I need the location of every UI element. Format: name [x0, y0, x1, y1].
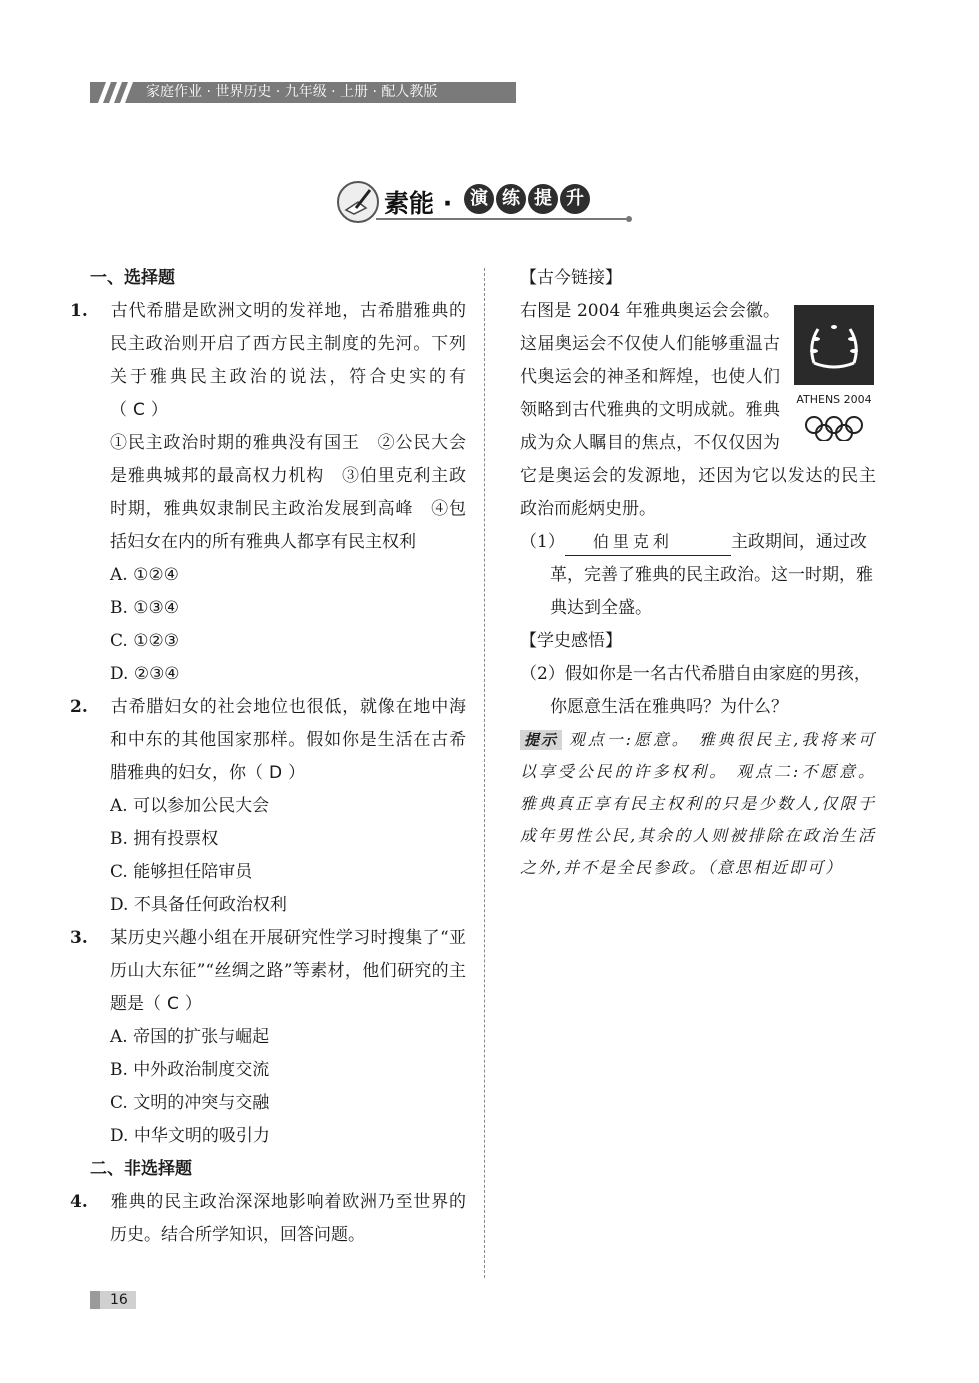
sub-text: 假如你是一名古代希腊自由家庭的男孩，你愿意生活在雅典吗？为什么？: [550, 664, 871, 717]
circled-char: 升: [560, 184, 590, 214]
sub-label: （1）: [520, 532, 565, 552]
pen-notebook-icon: [336, 180, 380, 224]
answer-letter: D: [269, 763, 283, 783]
circled-char: 练: [496, 184, 526, 214]
option: C. 能够担任陪审员: [110, 862, 253, 882]
question-4: [70, 1186, 466, 1252]
section-title-circled: [464, 184, 592, 214]
option: C. ①②③: [110, 631, 179, 651]
question-text: 古代希腊是欧洲文明的发祥地，古希腊雅典的民主政治则开启了西方民主制度的先河。下列关于雅典民主政治的说法，符合史实的有（: [110, 301, 466, 420]
option: D. 中华文明的吸引力: [110, 1126, 270, 1146]
hint-label: 提示: [520, 730, 562, 750]
option: B. 中外政治制度交流: [110, 1060, 270, 1080]
option: A. ①②④: [110, 565, 179, 585]
answer-letter: C: [167, 994, 179, 1014]
column-divider: [484, 268, 485, 1278]
circled-char: 演: [464, 184, 494, 214]
stripes-decoration-icon: [94, 82, 138, 103]
title-underline: [376, 218, 626, 220]
circled-char: 提: [528, 184, 558, 214]
link-paragraph: [520, 295, 876, 526]
statements: ①民主政治时期的雅典没有国王 ②公民大会是雅典城邦的最高权力机构 ③伯里克利主政时期，雅典奴隶制民主政治发展到高峰 ④包括妇女在内的所有雅典人都享有民主权利: [110, 433, 466, 552]
option: A. 可以参加公民大会: [110, 796, 270, 816]
question-number: 2.: [70, 697, 88, 717]
heading-non-choice: 二、非选择题: [90, 1159, 192, 1179]
option: A. 帝国的扩张与崛起: [110, 1027, 270, 1047]
header-text: 家庭作业 · 世界历史 · 九年级 · 上册 · 配人教版: [146, 84, 438, 100]
option: D. 不具备任何政治权利: [110, 895, 287, 915]
question-1: [70, 295, 466, 559]
left-column: [70, 262, 466, 1252]
question-number: 4.: [70, 1192, 88, 1212]
question-2: [70, 691, 466, 790]
athens-2004-logo: [792, 305, 876, 441]
sub-text: 主政期间，通过改革，完善了雅典的民主政治。这一时期，雅典达到全盛。: [550, 532, 873, 618]
sub-question-1: [520, 526, 876, 625]
hint-block: [520, 724, 876, 884]
link-text: 右图是 2004 年雅典奥运会会徽。这届奥运会不仅使人们能够重温古代奥运会的神圣和辉煌，也使人们领略到古代雅典的文明成就。雅典成为众人瞩目的焦点，不仅仅因为它是奥运会的发源地，还因为它以发达的民主政治而彪炳史册。: [520, 301, 876, 519]
section-title-text: 素能 ·: [384, 189, 453, 218]
question-close: ）: [288, 763, 306, 783]
section-title: [336, 178, 636, 234]
option: C. 文明的冲突与交融: [110, 1093, 270, 1113]
question-text: 某历史兴趣小组在开展研究性学习时搜集了“亚历山大东征”“丝绸之路”等素材，他们研究的主题是（: [110, 928, 466, 1014]
answer-letter: C: [133, 400, 145, 420]
logo-caption: ATHENS 2004: [796, 393, 872, 406]
option: B. 拥有投票权: [110, 829, 219, 849]
page-number-bar-accent: [90, 1291, 100, 1309]
question-number: 1.: [70, 301, 88, 321]
question-number: 3.: [70, 928, 88, 948]
question-text: 雅典的民主政治深深地影响着欧洲乃至世界的历史。结合所学知识，回答问题。: [110, 1192, 466, 1245]
page-number: [90, 1291, 136, 1309]
question-close: ）: [184, 994, 202, 1014]
link-heading: 【古今链接】: [520, 268, 622, 288]
question-close: ）: [150, 400, 168, 420]
option: D. ②③④: [110, 664, 180, 684]
question-text: 古希腊妇女的社会地位也很低，就像在地中海和中东的其他国家那样。假如你是生活在古希腊雅典的妇女，你（: [110, 697, 466, 783]
answer-blank: 伯里克利: [565, 529, 731, 556]
olympic-emblem-icon: [792, 305, 876, 441]
question-3: [70, 922, 466, 1021]
running-header: [90, 82, 516, 103]
right-column: [520, 262, 876, 884]
insight-heading: 【学史感悟】: [520, 631, 622, 651]
option: B. ①③④: [110, 598, 180, 618]
heading-choice: 一、选择题: [90, 268, 175, 288]
page-number-text: 16: [110, 1292, 128, 1308]
sub-label: （2）: [520, 664, 565, 684]
hint-text: 观点一:愿意。 雅典很民主,我将来可以享受公民的许多权利。 观点二:不愿意。 雅典真正享有民主权利的只是少数人,仅限于成年男性公民,其余的人则被排除在政治生活之外,并不是全民参政。（意思相近即可）: [520, 730, 876, 877]
sub-question-2: [520, 658, 876, 724]
